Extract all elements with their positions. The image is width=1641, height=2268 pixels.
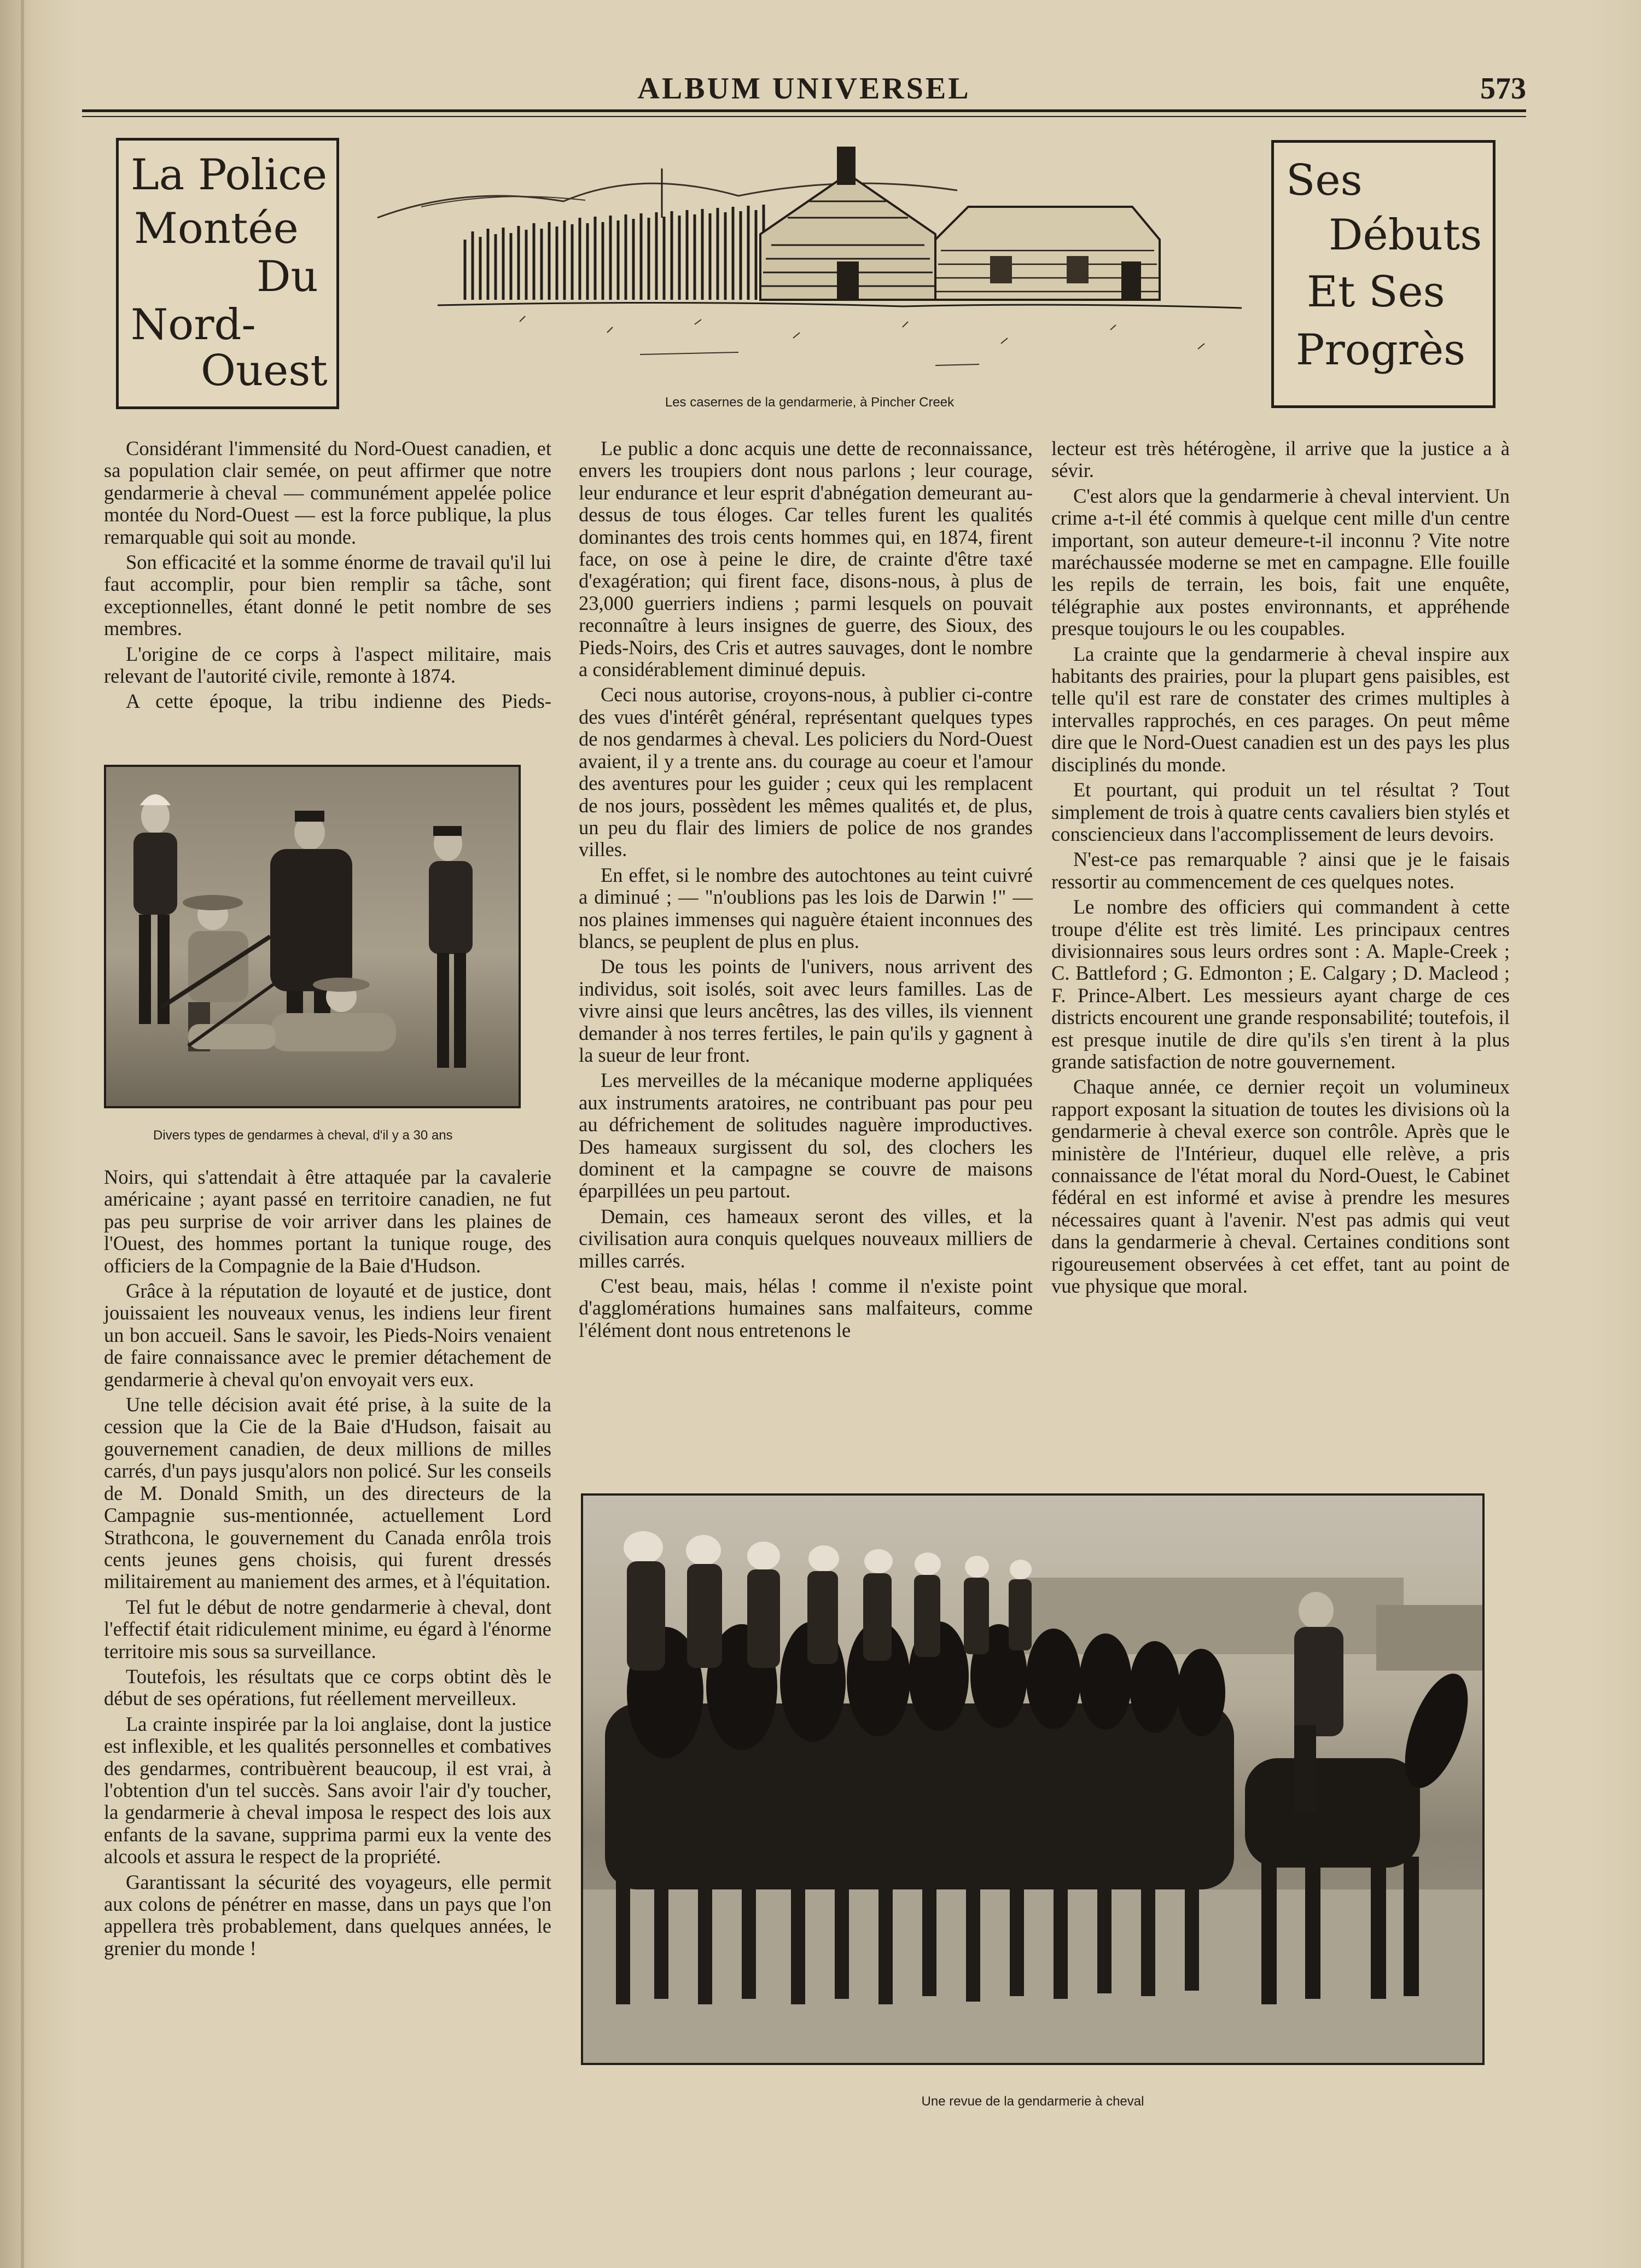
- paragraph: De tous les points de l'univers, nous arrivent des individus, soit isolés, soit avec leurs familles. Las de vivre ainsi que leurs ancêtres, las des villes, ils viennent demander à nos terres fertiles, le pain qu'ils y gagnent à la sueur de leur front.: [579, 955, 1033, 1066]
- paragraph: La crainte que la gendarmerie à cheval inspire aux habitants des prairies, pour la plupart gens paisibles, est telle qu'il est rare de constater des crimes multiples à intervalles rapprochés, en ces parages. On peut même dire que le Nord-Ouest canadien est un des pays les plus disciplinés du monde.: [1051, 642, 1510, 776]
- article-title-box: [116, 138, 339, 409]
- paragraph: En effet, si le nombre des autochtones au teint cuivré a diminué ; — "n'oublions pas les lois de Darwin !" — nos plaines immenses qui naguère étaient inconnues des blancs, se peuplent de plus en plus.: [579, 863, 1033, 952]
- page-gutter: [21, 0, 24, 2268]
- page-number: 573: [1480, 72, 1526, 106]
- page-header: [82, 71, 1526, 109]
- barracks-illustration: [356, 136, 1253, 398]
- paragraph: Chaque année, ce dernier reçoit un volumineux rapport exposant la situation de toutes les divisions où la gendarmerie à cheval exerce son contrôle. Après que le ministère de l'Intérieur, duquel elle relève, a pris connaissance de l'état moral du Nord-Ouest, le Cabinet fédéral en est informé et avise à prendre les mesures nécessaires quant à l'avenir. N'est pas admis qui veut dans la gendarmerie à cheval. Certaines conditions sont rigoureusement observées à cet effet, tant au point de vue physique que moral.: [1051, 1075, 1510, 1298]
- illustration-caption: Les casernes de la gendarmerie, à Pincher Creek: [665, 395, 955, 410]
- paragraph: lecteur est très hétérogène, il arrive que la justice a à sévir.: [1051, 437, 1510, 482]
- paragraph: Noirs, qui s'attendait à être attaquée par la cavalerie américaine ; ayant passé en territoire canadien, ne fut pas peu surprise de voir arriver dans les plaines de l'Ouest, des hommes portant la tunique rouge, des officiers de la Compagnie de la Baie d'Hudson.: [104, 1166, 551, 1277]
- subtitle-line: Ses: [1286, 156, 1363, 205]
- paragraph: A cette époque, la tribu indienne des Pieds-: [126, 690, 551, 713]
- article-column-1-top: [104, 438, 551, 713]
- paragraph: Son efficacité et la somme énorme de travail qu'il lui faut accomplir, pour bien remplir sa tâche, sont exceptionnelles, étant donné le petit nombre de ses membres.: [104, 551, 551, 640]
- paragraph: C'est alors que la gendarmerie à cheval intervient. Un crime a-t-il été commis à quelque cent mille d'un centre important, son auteur demeure-t-il inconnu ? Vite notre maréchaussée moderne se met en campagne. Elle fouille les repils de terrain, les bois, fait une enquête, télégraphie aux postes environnants, et appréhende presque toujours le ou les coupables.: [1051, 484, 1510, 640]
- article-column-2: [579, 438, 1033, 1341]
- article-column-1-bottom: [104, 1166, 551, 1959]
- title-line: Du: [257, 252, 318, 301]
- article-subtitle-box: [1271, 140, 1495, 408]
- title-line: Ouest: [201, 346, 328, 396]
- paragraph: Ceci nous autorise, croyons-nous, à publier ci-contre des vues d'intérêt général, représentant quelques types de nos gendarmes à cheval. Les policiers du Nord-Ouest avaient, il y a trente ans. du courage au coeur et l'amour des aventures pour les guider ; ceux qui les remplacent de nos jours, possèdent les mêmes qualités et, de plus, un peu du flair des limiers de police de nos grandes villes.: [579, 683, 1033, 861]
- header-rule: [82, 109, 1526, 112]
- publication-title: ALBUM UNIVERSEL: [637, 72, 971, 106]
- photo-review-caption: Une revue de la gendarmerie à cheval: [921, 2094, 1144, 2109]
- mounted-review-photo: [581, 1493, 1485, 2065]
- title-line: La Police: [131, 150, 328, 200]
- gendarmes-types-photo: [104, 765, 521, 1108]
- subtitle-line: Progrès: [1296, 325, 1466, 375]
- subtitle-line: Débuts: [1329, 211, 1482, 260]
- paragraph: Considérant l'immensité du Nord-Ouest canadien, et sa population clair semée, on peut affirmer que notre gendarmerie à cheval — communément appelée police montée du Nord-Ouest — est la force publique, la plus remarquable qui soit au monde.: [104, 437, 551, 548]
- paragraph: Le nombre des officiers qui commandent à cette troupe d'élite est très limité. Les principaux centres divisionnaires sous leurs ordres sont : A. Maple-Creek ; C. Battleford ; G. Edmonton ; E. Calgary ; D. Macleod ; F. Prince-Albert. Les messieurs ayant charge de ces districts encourent une grande responsabilité; toutefois, il est presque inutile de dire qu'ils s'en tirent à la plus grande satisfaction de notre gouvernement.: [1051, 895, 1510, 1073]
- paragraph: Toutefois, les résultats que ce corps obtint dès le début de ses opérations, fut réellement merveilleux.: [104, 1665, 551, 1710]
- paragraph: C'est beau, mais, hélas ! comme il n'existe point d'agglomérations humaines sans malfaiteurs, comme l'élément dont nous entretenons le: [579, 1275, 1033, 1341]
- paragraph: Et pourtant, qui produit un tel résultat ? Tout simplement de trois à quatre cents cavaliers bien stylés et consciencieux dans l'accomplissement de leurs devoirs.: [1051, 778, 1510, 845]
- paragraph: Le public a donc acquis une dette de reconnaissance, envers les troupiers dont nous parlons ; leur courage, leur endurance et leur esprit d'abnégation demeurant au-dessus de tous éloges. Car telles furent les qualités dominantes des trois cents hommes qui, en 1874, firent face, on ose à peine le dire, de crainte d'être taxé d'exagération; qui firent face, disons-nous, à plus de 23,000 guerriers indiens ; parmi lesquels on pouvait reconnaître à leurs insignes de guerre, des Sioux, des Pieds-Noirs, des Cris et autres sauvages, dont le nombre a considérablement diminué depuis.: [579, 437, 1033, 681]
- paragraph: L'origine de ce corps à l'aspect militaire, mais relevant de l'autorité civile, remonte à 1874.: [104, 642, 551, 688]
- paragraph: Demain, ces hameaux seront des villes, et la civilisation aura conquis quelques nouveaux milliers de milles carrés.: [579, 1205, 1033, 1272]
- paragraph: Une telle décision avait été prise, à la suite de la cession que la Cie de la Baie d'Hudson, faisait au gouvernement canadien, de deux millions de milles carrés, d'un pays jusqu'alors non policé. Sur les conseils de M. Donald Smith, un des directeurs de la Campagnie sus-mentionnée, actuellement Lord Strathcona, le gouvernement du Canada enrôla trois cents jeunes gens choisis, qui furent dressés militairement au maniement des armes, et à l'équitation.: [104, 1393, 551, 1593]
- title-line: Montée: [134, 204, 299, 253]
- paragraph: Tel fut le début de notre gendarmerie à cheval, dont l'effectif était ridiculement minime, eu égard à l'énorme territoire mis sous sa surveillance.: [104, 1595, 551, 1662]
- photo-types-caption: Divers types de gendarmes à cheval, d'il y a 30 ans: [153, 1128, 453, 1143]
- title-line: Nord-: [131, 300, 256, 350]
- article-column-3: [1051, 438, 1510, 1297]
- subtitle-line: Et Ses: [1307, 267, 1445, 317]
- paragraph: Les merveilles de la mécanique moderne appliquées aux instruments aratoires, ne contribuant pas pour peu au défrichement de solitudes naguère improductives. Des hameaux surgissent du sol, des clochers les dominent et la campagne se couvre de maisons éparpillées un peu partout.: [579, 1069, 1033, 1202]
- header-rule-thin: [82, 116, 1526, 117]
- paragraph: Garantissant la sécurité des voyageurs, elle permit aux colons de pénétrer en masse, dans un pays que l'on appellera très probablement, dans quelques années, le grenier du monde !: [104, 1870, 551, 1959]
- paragraph: Grâce à la réputation de loyauté et de justice, dont jouissaient les nouveaux venus, les indiens leur firent un bon accueil. Sans le savoir, les Pieds-Noirs venaient de faire connaissance avec le premier détachement de gendarmerie à cheval qu'on envoyait vers eux.: [104, 1280, 551, 1391]
- paragraph: N'est-ce pas remarquable ? ainsi que je le faisais ressortir au commencement de ces quelques notes.: [1051, 848, 1510, 893]
- paragraph: La crainte inspirée par la loi anglaise, dont la justice est inflexible, et les qualités personnelles et combatives des gendarmes, contribuèrent beaucoup, il est vrai, à l'obtention d'un tel succès. Sans avoir l'air d'y toucher, la gendarmerie à cheval imposa le respect des lois aux enfants de la savane, supprima parmi eux la vente des alcools et assura le respect de la propriété.: [104, 1712, 551, 1868]
